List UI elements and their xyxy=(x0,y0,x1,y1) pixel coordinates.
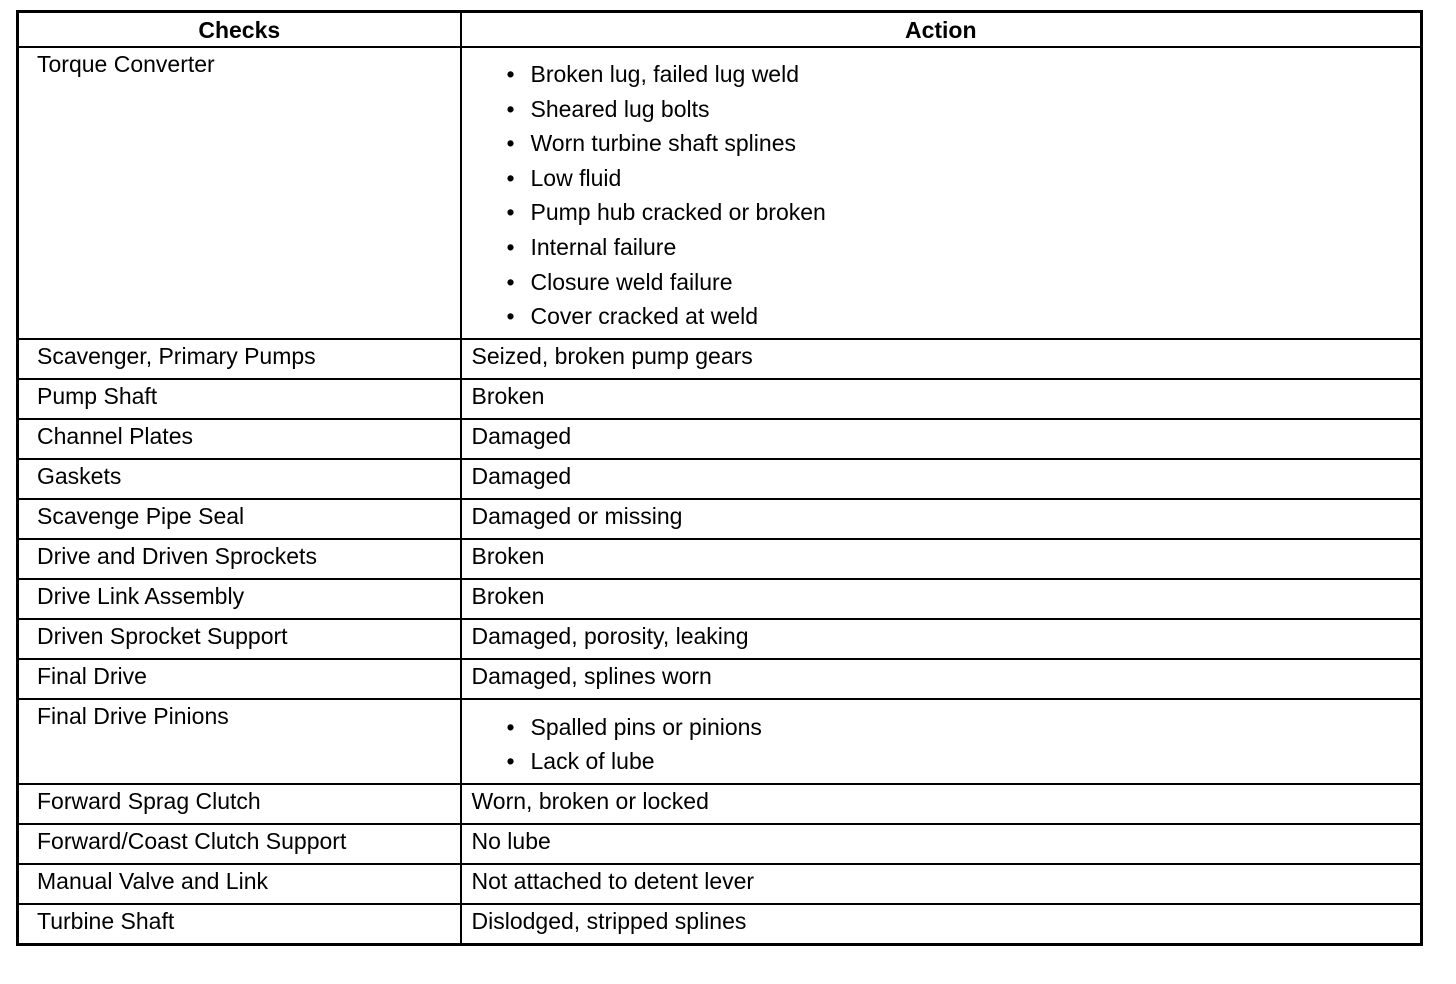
check-cell: Forward/Coast Clutch Support xyxy=(18,824,461,864)
action-bullet-item: • Low fluid xyxy=(507,165,1415,200)
table-row xyxy=(18,419,1422,459)
action-cell: Damaged xyxy=(461,459,1422,499)
check-cell: Channel Plates xyxy=(18,419,461,459)
action-cell: No lube xyxy=(461,824,1422,864)
table-row xyxy=(18,579,1422,619)
table-row xyxy=(18,659,1422,699)
check-cell: Pump Shaft xyxy=(18,379,461,419)
action-bullet-item: • Pump hub cracked or broken xyxy=(507,199,1415,234)
check-cell: Torque Converter xyxy=(18,47,461,339)
action-cell: Not attached to detent lever xyxy=(461,864,1422,904)
action-cell: Damaged, porosity, leaking xyxy=(461,619,1422,659)
action-cell: Dislodged, stripped splines xyxy=(461,904,1422,945)
action-bullet-item: • Broken lug, failed lug weld xyxy=(507,61,1415,96)
action-cell: Broken xyxy=(461,579,1422,619)
table-row xyxy=(18,459,1422,499)
check-cell: Scavenge Pipe Seal xyxy=(18,499,461,539)
table-row xyxy=(18,499,1422,539)
action-cell: Worn, broken or locked xyxy=(461,784,1422,824)
action-cell xyxy=(461,699,1422,784)
action-bullet-item: • Closure weld failure xyxy=(507,269,1415,304)
table-row xyxy=(18,47,1422,339)
action-bullet-item: • Cover cracked at weld xyxy=(507,303,1415,338)
table-row xyxy=(18,379,1422,419)
check-cell: Turbine Shaft xyxy=(18,904,461,945)
action-bullet-list xyxy=(472,61,1415,338)
action-bullet-item: • Sheared lug bolts xyxy=(507,96,1415,131)
check-cell: Forward Sprag Clutch xyxy=(18,784,461,824)
action-column-header: Action xyxy=(461,12,1422,48)
check-cell: Gaskets xyxy=(18,459,461,499)
table-row xyxy=(18,904,1422,945)
action-cell: Seized, broken pump gears xyxy=(461,339,1422,379)
action-cell: Damaged or missing xyxy=(461,499,1422,539)
check-cell: Manual Valve and Link xyxy=(18,864,461,904)
action-bullet-list xyxy=(472,714,1415,783)
action-bullet-item: • Worn turbine shaft splines xyxy=(507,130,1415,165)
table-row xyxy=(18,784,1422,824)
table-row xyxy=(18,824,1422,864)
action-cell: Damaged, splines worn xyxy=(461,659,1422,699)
table-row xyxy=(18,619,1422,659)
action-cell: Damaged xyxy=(461,419,1422,459)
table-row xyxy=(18,339,1422,379)
table-header-row xyxy=(18,12,1422,48)
checks-action-table xyxy=(16,10,1423,946)
action-bullet-item: • Internal failure xyxy=(507,234,1415,269)
check-cell: Final Drive xyxy=(18,659,461,699)
check-cell: Drive and Driven Sprockets xyxy=(18,539,461,579)
action-cell: Broken xyxy=(461,539,1422,579)
action-bullet-item: • Spalled pins or pinions xyxy=(507,714,1415,749)
table-row xyxy=(18,539,1422,579)
action-cell xyxy=(461,47,1422,339)
check-cell: Scavenger, Primary Pumps xyxy=(18,339,461,379)
checks-column-header: Checks xyxy=(18,12,461,48)
check-cell: Drive Link Assembly xyxy=(18,579,461,619)
table-row xyxy=(18,864,1422,904)
check-cell: Final Drive Pinions xyxy=(18,699,461,784)
table-row xyxy=(18,699,1422,784)
check-cell: Driven Sprocket Support xyxy=(18,619,461,659)
action-cell: Broken xyxy=(461,379,1422,419)
action-bullet-item: • Lack of lube xyxy=(507,748,1415,783)
